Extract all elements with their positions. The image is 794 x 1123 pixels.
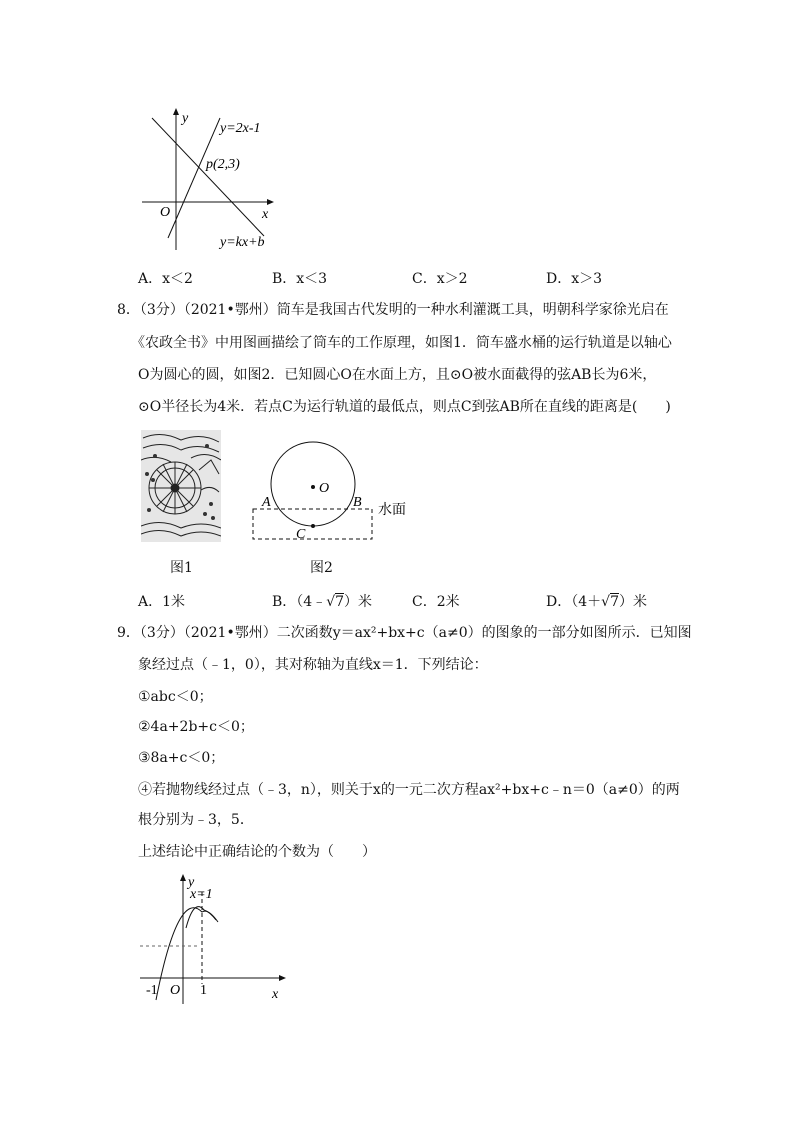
q9-parabola-graph bbox=[138, 868, 298, 1008]
q8-option-d-suffix: ）米 bbox=[618, 594, 647, 610]
x-axis-arrow-icon bbox=[267, 199, 274, 205]
label-b: B bbox=[353, 495, 362, 510]
y-label: y bbox=[182, 111, 189, 126]
y-axis-arrow-icon bbox=[180, 874, 186, 881]
q8-figure2-circle bbox=[248, 430, 416, 550]
q8-stem-line-4: ⊙O半径长为4米．若点C为运行轨道的最低点，则点C到弦AB所在直线的距离是( ) bbox=[138, 399, 671, 415]
q8-option-d-radicand: 7 bbox=[610, 594, 619, 610]
q9-stem-line-1: 9．（3分）（2021•鄂州）二次函数y＝ax²+bx+c（a≠0）的图象的一部分如图所示．已知图 bbox=[117, 625, 692, 641]
center-dot bbox=[311, 485, 315, 489]
q9-question: 上述结论中正确结论的个数为（ ） bbox=[138, 844, 376, 860]
label-a: A bbox=[262, 495, 271, 510]
q9-stem-line-2: 象经过点（﹣1，0），其对称轴为直线x＝1．下列结论： bbox=[138, 657, 488, 673]
water-rect bbox=[253, 509, 372, 539]
point-label: p(2,3) bbox=[206, 157, 240, 172]
q8-figure2-caption: 图2 bbox=[310, 560, 333, 576]
q8-stem-line-1: 8．（3分）（2021•鄂州）筒车是我国古代发明的一种水利灌溉工具，明朝科学家徐光启在 bbox=[117, 302, 669, 318]
x-label: x bbox=[262, 207, 269, 222]
tick-neg1: -1 bbox=[146, 983, 158, 998]
origin-label: O bbox=[170, 983, 181, 998]
parabola-curve bbox=[156, 908, 218, 1000]
parabola-top bbox=[186, 907, 216, 928]
sqrt-icon: √ bbox=[601, 594, 611, 610]
q7-option-b[interactable]: B．x＜3 bbox=[272, 271, 328, 287]
q8-figure1-waterwheel-illustration bbox=[141, 430, 221, 542]
line1-label: y=2x-1 bbox=[220, 121, 261, 136]
q7-option-c[interactable]: C．x＞2 bbox=[412, 271, 468, 287]
q7-option-a[interactable]: A．x＜2 bbox=[138, 271, 193, 287]
q8-stem-line-3: O为圆心的圆，如图2．已知圆心O在水面上方，且⊙O被水面截得的弦AB长为6米， bbox=[138, 367, 657, 383]
q9-conclusion-3: ③8a+c＜0； bbox=[138, 750, 225, 766]
q8-option-d[interactable] bbox=[546, 592, 647, 612]
label-c: C bbox=[296, 527, 306, 542]
q8-option-b-prefix: B．（4﹣ bbox=[272, 594, 327, 610]
q8-option-c[interactable]: C．2米 bbox=[412, 594, 460, 610]
origin-label: O bbox=[160, 205, 171, 220]
q8-option-b-suffix: ）米 bbox=[344, 594, 373, 610]
y-axis-arrow-icon bbox=[173, 108, 179, 115]
q8-option-b[interactable] bbox=[272, 592, 372, 612]
q7-graph bbox=[136, 100, 296, 260]
q9-conclusion-4: ④若抛物线经过点（﹣3，n），则关于x的一元二次方程ax²+bx+c﹣n＝0（a≠0）的两 bbox=[138, 782, 680, 798]
q9-conclusion-4-cont: 根分别为﹣3，5． bbox=[138, 812, 254, 828]
y-label: y bbox=[188, 875, 195, 890]
x-axis-arrow-icon bbox=[279, 975, 286, 981]
tick-1: 1 bbox=[200, 983, 207, 998]
point-c-dot bbox=[311, 524, 315, 528]
q8-option-a[interactable]: A．1米 bbox=[138, 594, 186, 610]
q9-conclusion-2: ②4a+2b+c＜0； bbox=[138, 719, 254, 735]
q8-option-b-radicand: 7 bbox=[335, 594, 345, 610]
q7-option-d[interactable]: D．x＞3 bbox=[546, 271, 603, 287]
wheel-circle bbox=[271, 442, 355, 526]
water-label: 水面 bbox=[378, 503, 406, 518]
q8-figure1-caption: 图1 bbox=[170, 560, 193, 576]
q8-stem-line-2: 《农政全书》中用图画描绘了筒车的工作原理，如图1．筒车盛水桶的运行轨道是以轴心 bbox=[131, 335, 672, 351]
line2-label: y=kx+b bbox=[220, 235, 265, 250]
q8-option-d-prefix: D．（4＋ bbox=[546, 594, 602, 610]
label-o: O bbox=[319, 481, 330, 496]
q9-conclusion-1: ①abc＜0； bbox=[138, 689, 213, 705]
sqrt-icon: √ bbox=[326, 594, 336, 610]
x-label: x bbox=[272, 987, 279, 1002]
axis-label: x=1 bbox=[190, 887, 213, 902]
